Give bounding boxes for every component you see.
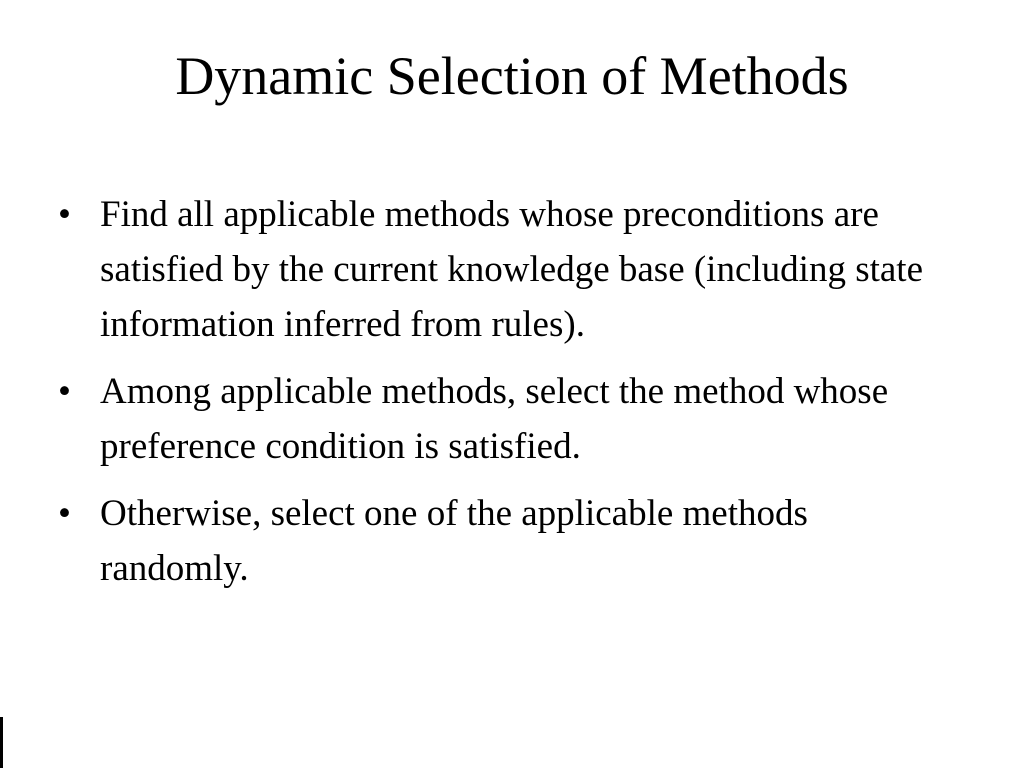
bullet-item — [58, 187, 958, 352]
bullet-text: Among applicable methods, select the method whose preference condition is satisfied. — [100, 371, 889, 467]
bullet-text: Otherwise, select one of the applicable methods randomly. — [100, 493, 808, 589]
slide-title: Dynamic Selection of Methods — [175, 46, 849, 106]
bullet-icon: • — [58, 493, 71, 534]
bullet-list — [58, 187, 958, 608]
bullet-text: Find all applicable methods whose preconditions are satisfied by the current knowledge base (including state information inferred from rules). — [100, 194, 923, 345]
bullet-item — [58, 486, 958, 596]
bullet-icon: • — [58, 371, 71, 412]
left-edge-divider — [0, 717, 3, 768]
bullet-item — [58, 364, 958, 474]
bullet-icon: • — [58, 194, 71, 235]
